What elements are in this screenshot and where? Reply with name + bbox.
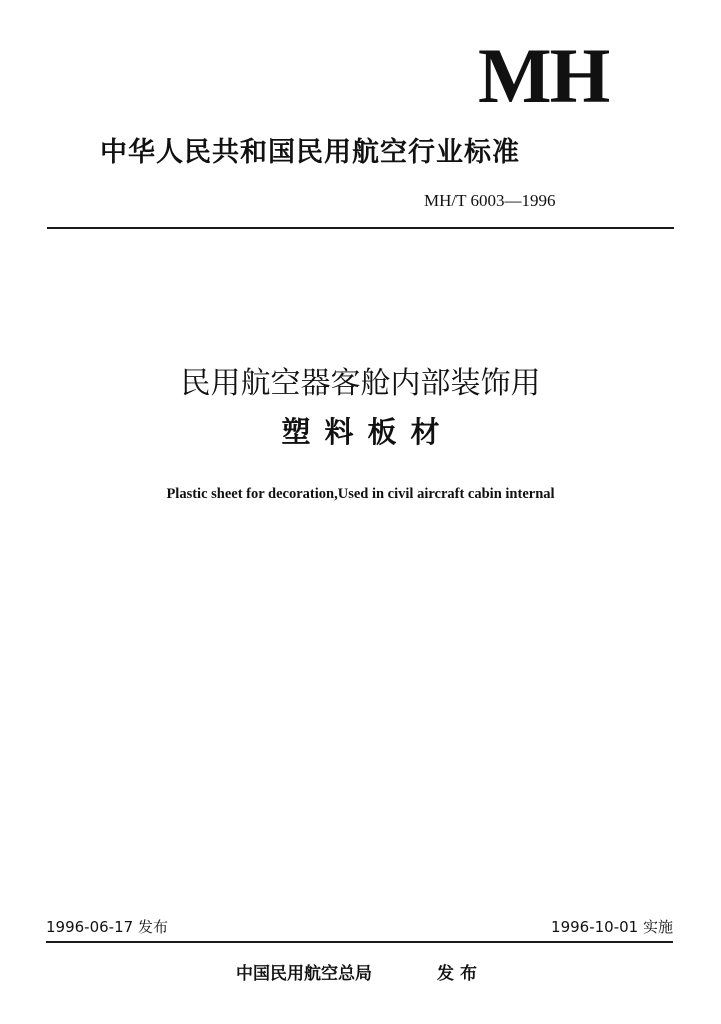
- document-title-english: Plastic sheet for decoration,Used in civil aircraft cabin internal: [166, 486, 555, 502]
- header-divider: [47, 227, 674, 229]
- issue-date: 1996-06-17 发布: [46, 918, 168, 936]
- issuing-authority: 中国民用航空总局: [236, 964, 372, 984]
- document-title-line-2: 塑料板材: [281, 415, 454, 449]
- document-title-line-1: 民用航空器客舱内部装饰用: [180, 366, 541, 401]
- standard-logo-mark: MH: [478, 32, 609, 119]
- standard-code: MH/T 6003—1996: [424, 191, 556, 210]
- publish-label: 发布: [437, 964, 483, 984]
- issuer-title: 中华人民共和国民用航空行业标准: [100, 137, 520, 168]
- footer-divider: [46, 941, 673, 943]
- implementation-date: 1996-10-01 实施: [551, 918, 673, 936]
